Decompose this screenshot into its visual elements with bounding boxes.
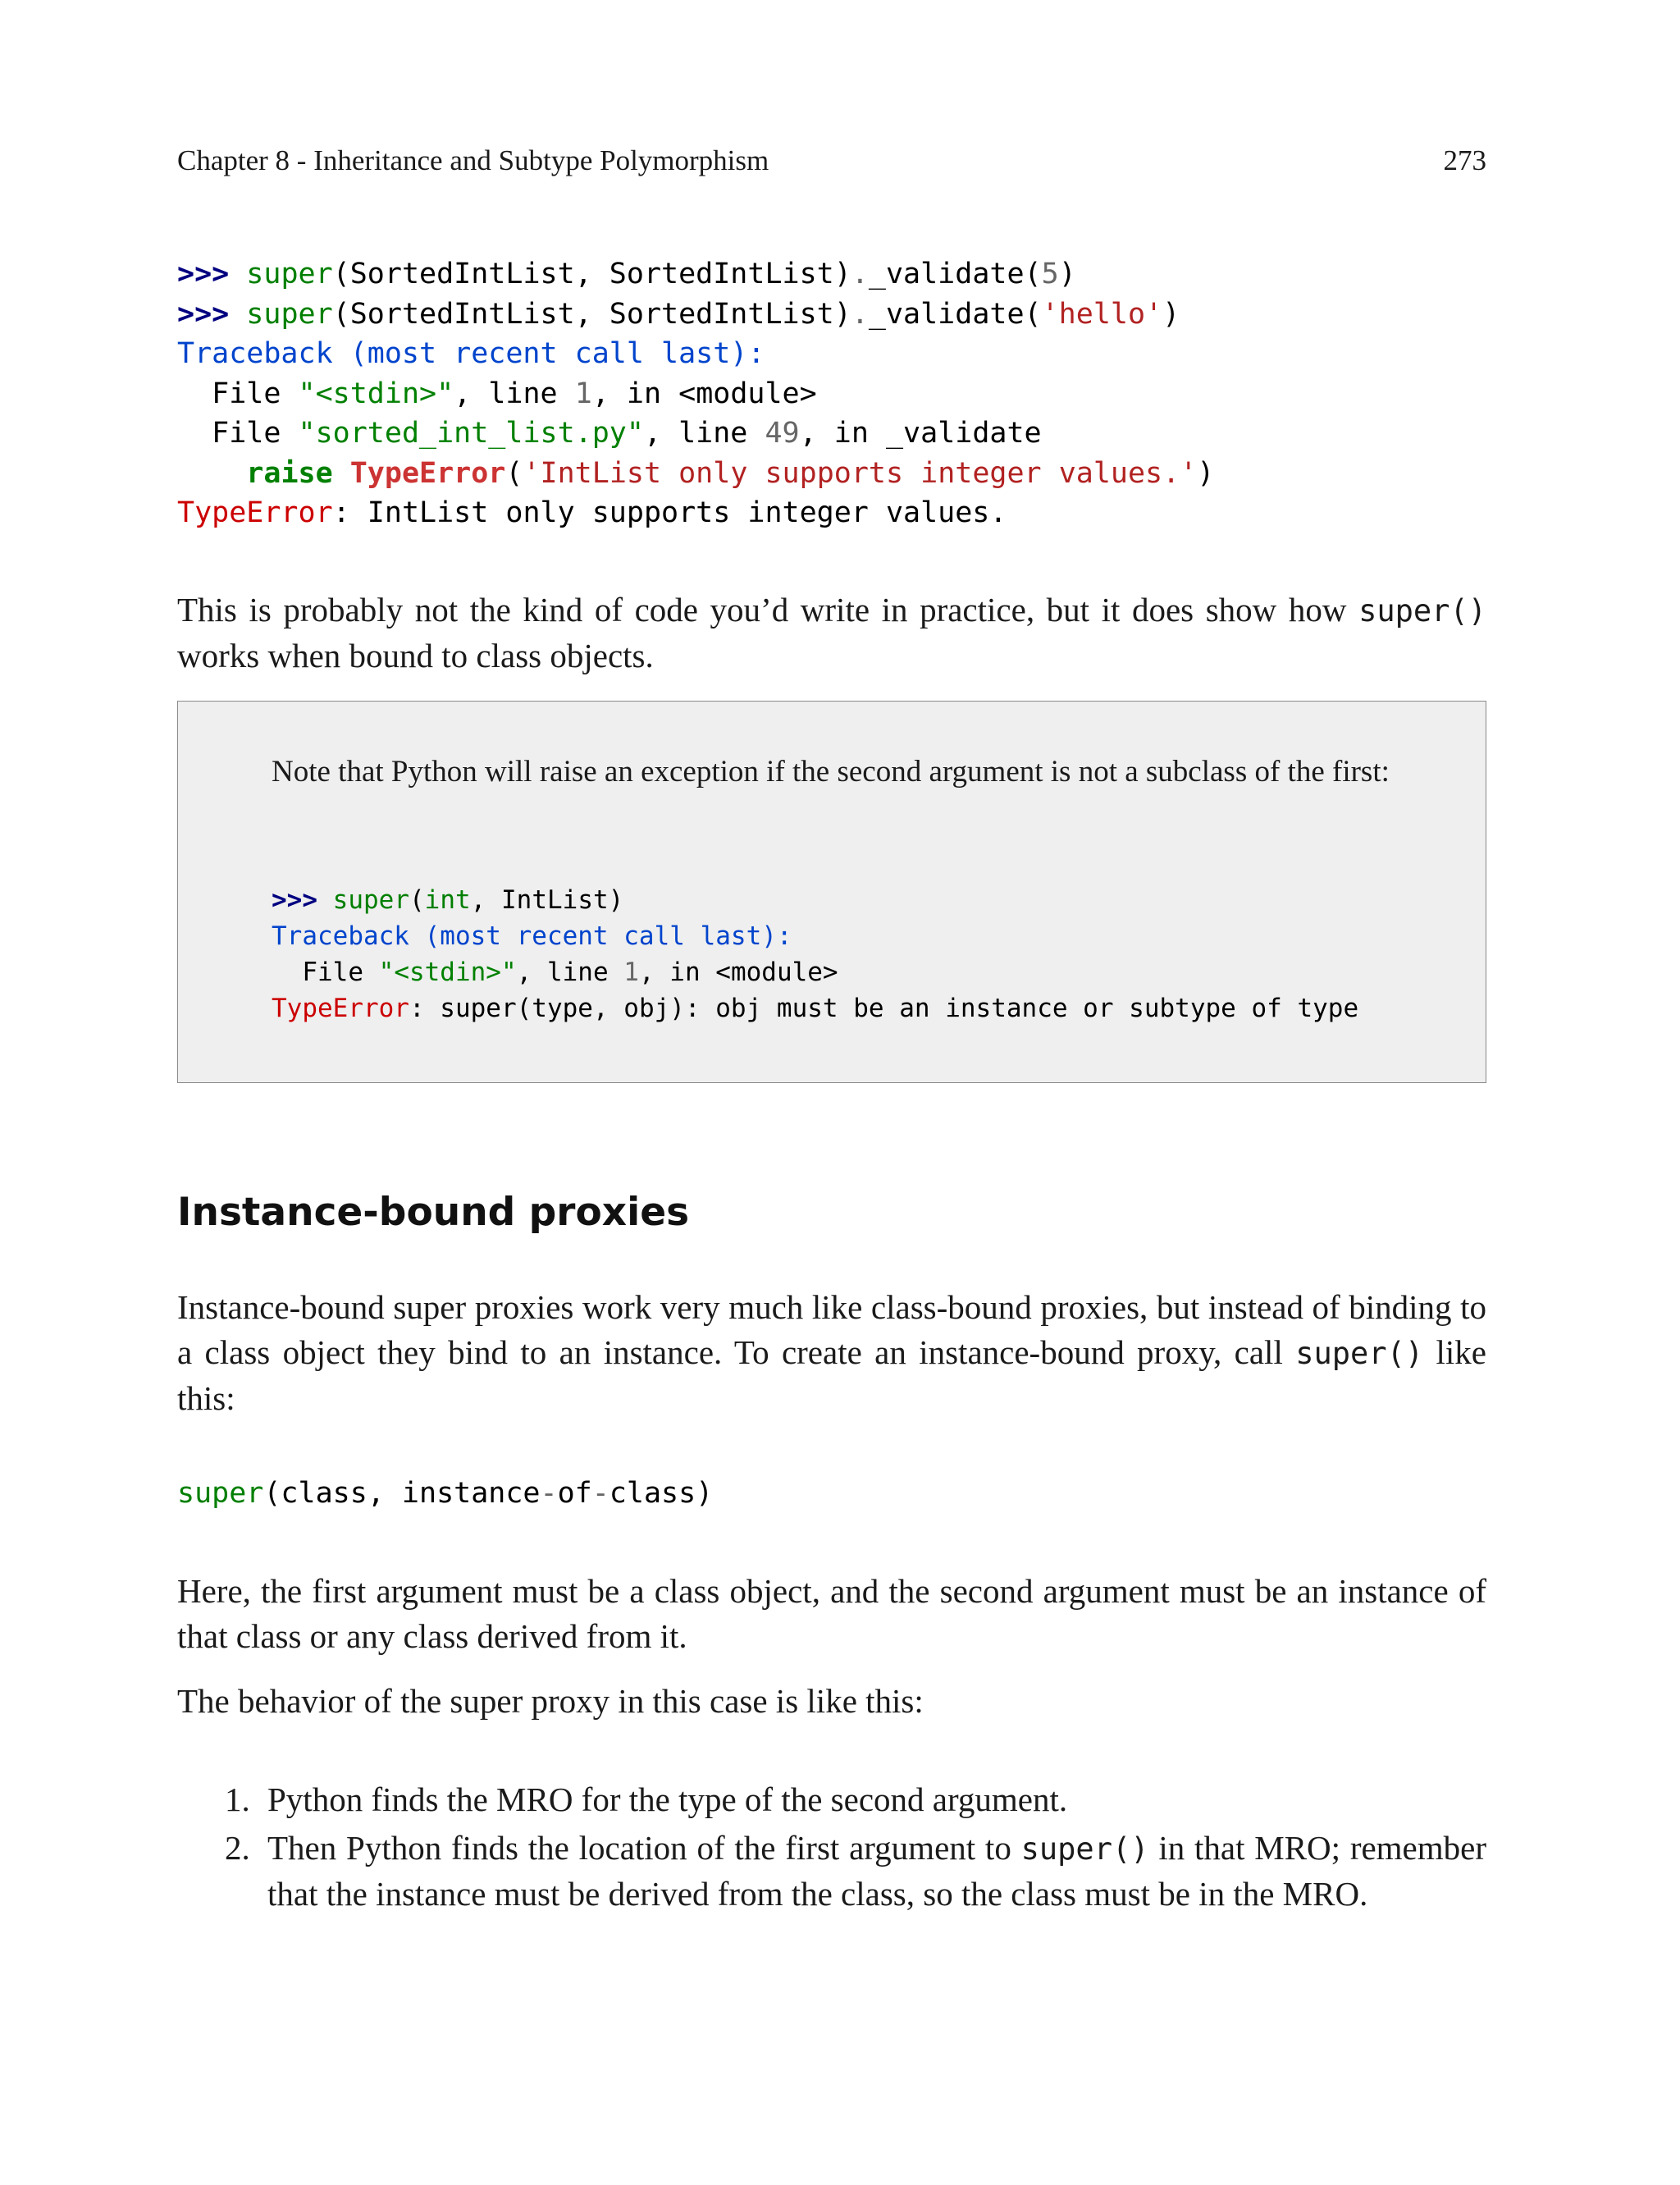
steps-list bbox=[177, 1777, 1486, 1920]
running-header bbox=[177, 144, 1486, 177]
paragraph-arguments: Here, the first argument must be a class object, and the second argument must be an instance of that class or any class derived from it. bbox=[177, 1572, 1486, 1655]
code-block-traceback bbox=[177, 254, 1214, 533]
section-heading: Instance-bound proxies bbox=[177, 1190, 690, 1235]
code-line: >>> super(SortedIntList, SortedIntList)._validate(5) bbox=[177, 258, 1076, 290]
code-line: >>> super(int, IntList) bbox=[272, 885, 624, 915]
note-box bbox=[177, 701, 1486, 1083]
chapter-title: Chapter 8 - Inheritance and Subtype Polymorphism bbox=[177, 144, 769, 176]
paragraph-instance-bound: Instance-bound super proxies work very much like class-bound proxies, but instead of binding to a class object they bind to an instance. To create an instance-bound proxy, call super() like this: bbox=[177, 1288, 1487, 1417]
code-line: TypeError: IntList only supports integer values. bbox=[177, 496, 1007, 529]
inline-code: super() bbox=[1358, 593, 1486, 629]
code-block-super-signature bbox=[177, 1474, 713, 1513]
inline-code: super() bbox=[1020, 1831, 1149, 1867]
paragraph-behavior: The behavior of the super proxy in this case is like this: bbox=[177, 1682, 924, 1720]
code-line: raise TypeError('IntList only supports integer values.') bbox=[246, 456, 1215, 490]
note-text: Note that Python will raise an exception if the second argument is not a subclass of the first: bbox=[272, 755, 1390, 789]
code-line: Traceback (most recent call last): bbox=[177, 337, 765, 370]
paragraph-super-class-objects: This is probably not the kind of code you’d write in practice, but it does show how super() works when bound to class objects. bbox=[177, 591, 1486, 674]
code-line: File "<stdin>", line 1, in <module> bbox=[177, 377, 817, 410]
list-item: 1. Python finds the MRO for the type of the second argument. bbox=[177, 1777, 1486, 1822]
code-line: TypeError: super(type, obj): obj must be an instance or subtype of type bbox=[272, 994, 1359, 1023]
list-number: 1. bbox=[225, 1780, 250, 1818]
code-line: >>> super(SortedIntList, SortedIntList)._validate('hello') bbox=[177, 297, 1180, 331]
code-line: super(class, instance-of-class) bbox=[177, 1477, 714, 1510]
list-number: 2. bbox=[225, 1829, 250, 1867]
list-item: 2. Then Python finds the location of the first argument to super() in that MRO; remember that the instance must be derived from the class, so the class must be in the MRO. bbox=[177, 1826, 1486, 1917]
page-number: 273 bbox=[1443, 144, 1486, 176]
code-line: File "<stdin>", line 1, in <module> bbox=[272, 958, 838, 987]
code-line: Traceback (most recent call last): bbox=[272, 921, 792, 951]
note-code-block bbox=[272, 882, 1358, 1026]
code-line: File "sorted_int_list.py", line 49, in _validate bbox=[177, 417, 1042, 450]
inline-code: super() bbox=[1295, 1336, 1424, 1371]
